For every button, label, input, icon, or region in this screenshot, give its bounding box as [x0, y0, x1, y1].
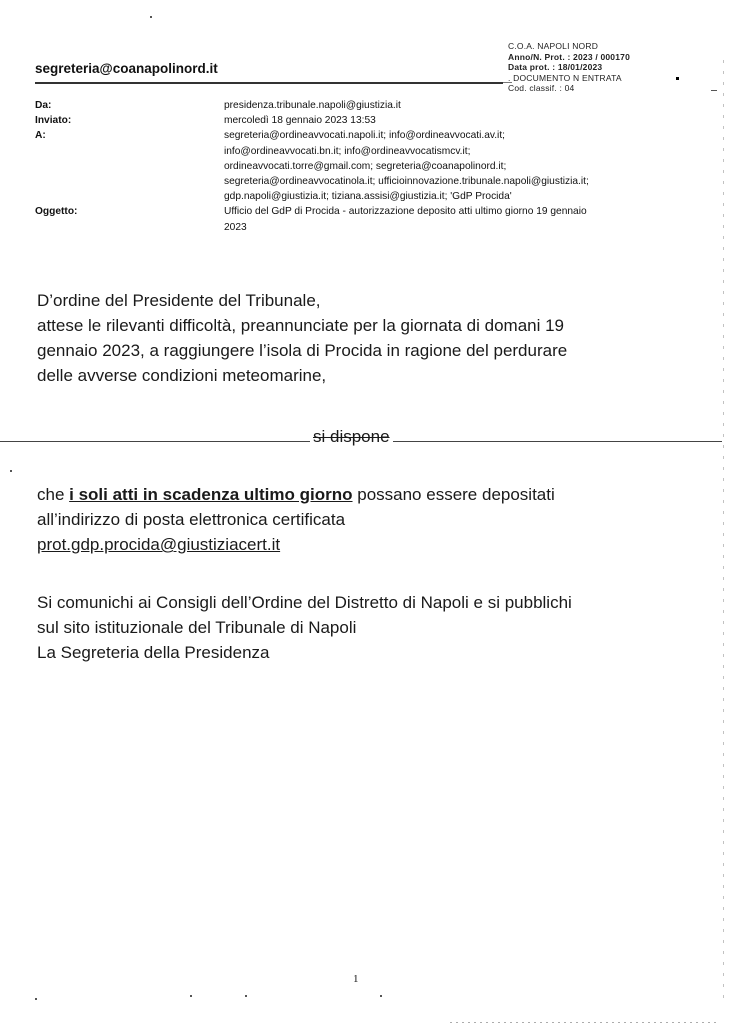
body-line — [37, 482, 717, 507]
body-paragraph-intro — [37, 288, 717, 388]
scan-edge-right — [723, 60, 724, 1000]
stamp-line-3: Data prot. : 18/01/2023 — [508, 62, 603, 72]
dispone-heading: si dispone — [310, 427, 393, 447]
email-header — [35, 98, 695, 235]
scan-speck — [380, 995, 382, 997]
from-value: presidenza.tribunale.napoli@giustizia.it — [224, 100, 401, 111]
stamp-line-5: Cod. classif. : 04 — [508, 83, 575, 93]
header-rule — [35, 82, 503, 84]
scan-edge-bottom — [450, 1022, 720, 1023]
scan-speck — [150, 16, 152, 18]
subject-line: Ufficio del GdP di Procida - autorizzazione deposito atti ultimo giorno 19 gennaio — [224, 206, 587, 218]
body-line: D’ordine del Presidente del Tribunale, — [37, 291, 321, 310]
body-paragraph-closing — [37, 590, 717, 665]
to-label: A: — [35, 130, 46, 142]
body-line: delle avverse condizioni meteomarine, — [37, 366, 327, 385]
to-line: segreteria@ordineavvocatinola.it; ufficioinnovazione.tribunale.napoli@giustizia.it; — [224, 176, 589, 188]
body-line: gennaio 2023, a raggiungere l’isola di Procida in ragione del perdurare — [37, 341, 568, 360]
emphasis-text: i soli atti in scadenza ultimo giorno — [69, 485, 353, 504]
sent-label: Inviato: — [35, 115, 72, 127]
to-line: ordineavvocati.torre@gmail.com; segreteria@coanapolinord.it; — [224, 160, 507, 172]
scan-speck — [245, 995, 247, 997]
body-line: all’indirizzo di posta elettronica certificata — [37, 510, 346, 529]
body-text-post: possano essere depositati — [352, 485, 555, 504]
to-value — [224, 128, 684, 204]
stamp-line-2: Anno/N. Prot. : 2023 / 000170 — [508, 51, 631, 62]
sender-email: segreteria@coanapolinord.it — [35, 61, 218, 76]
to-line: gdp.napoli@giustizia.it; tiziana.assisi@giustizia.it; 'GdP Procida' — [224, 191, 512, 203]
sent-value: mercoledì 18 gennaio 2023 13:53 — [224, 115, 376, 127]
scan-speck — [676, 77, 679, 80]
signature-line: La Segreteria della Presidenza — [37, 643, 270, 662]
scan-speck — [35, 998, 37, 1000]
subject-value — [224, 204, 684, 234]
subject-label: Oggetto: — [35, 206, 78, 218]
scan-speck — [190, 995, 192, 997]
body-paragraph-disposition — [37, 482, 717, 557]
page-number: 1 — [353, 973, 359, 985]
scan-speck — [10, 470, 12, 472]
header-rule-end — [503, 82, 512, 83]
header-row-to — [35, 128, 695, 204]
pec-address: prot.gdp.procida@giustiziacert.it — [37, 535, 281, 554]
header-row-sent — [35, 113, 695, 128]
body-line: sul sito istituzionale del Tribunale di Napoli — [37, 618, 357, 637]
stamp-line-4: . DOCUMENTO N ENTRATA — [508, 72, 622, 83]
to-line: segreteria@ordineavvocati.napoli.it; info@ordineavvocati.av.it; — [224, 130, 505, 142]
body-text-pre: che — [37, 485, 70, 504]
protocol-stamp — [508, 41, 630, 94]
header-row-from — [35, 98, 695, 113]
from-label: Da: — [35, 100, 52, 111]
to-line: info@ordineavvocati.bn.it; info@ordineavvocatismcv.it; — [224, 145, 471, 157]
body-line: attese le rilevanti difficoltà, preannunciate per la giornata di domani 19 — [37, 316, 565, 335]
stamp-line-1: C.O.A. NAPOLI NORD — [508, 41, 599, 51]
body-line: Si comunichi ai Consigli dell’Ordine del Distretto di Napoli e si pubblichi — [37, 593, 572, 612]
subject-line: 2023 — [224, 221, 247, 233]
scan-speck — [711, 90, 717, 91]
header-row-subject — [35, 204, 695, 234]
